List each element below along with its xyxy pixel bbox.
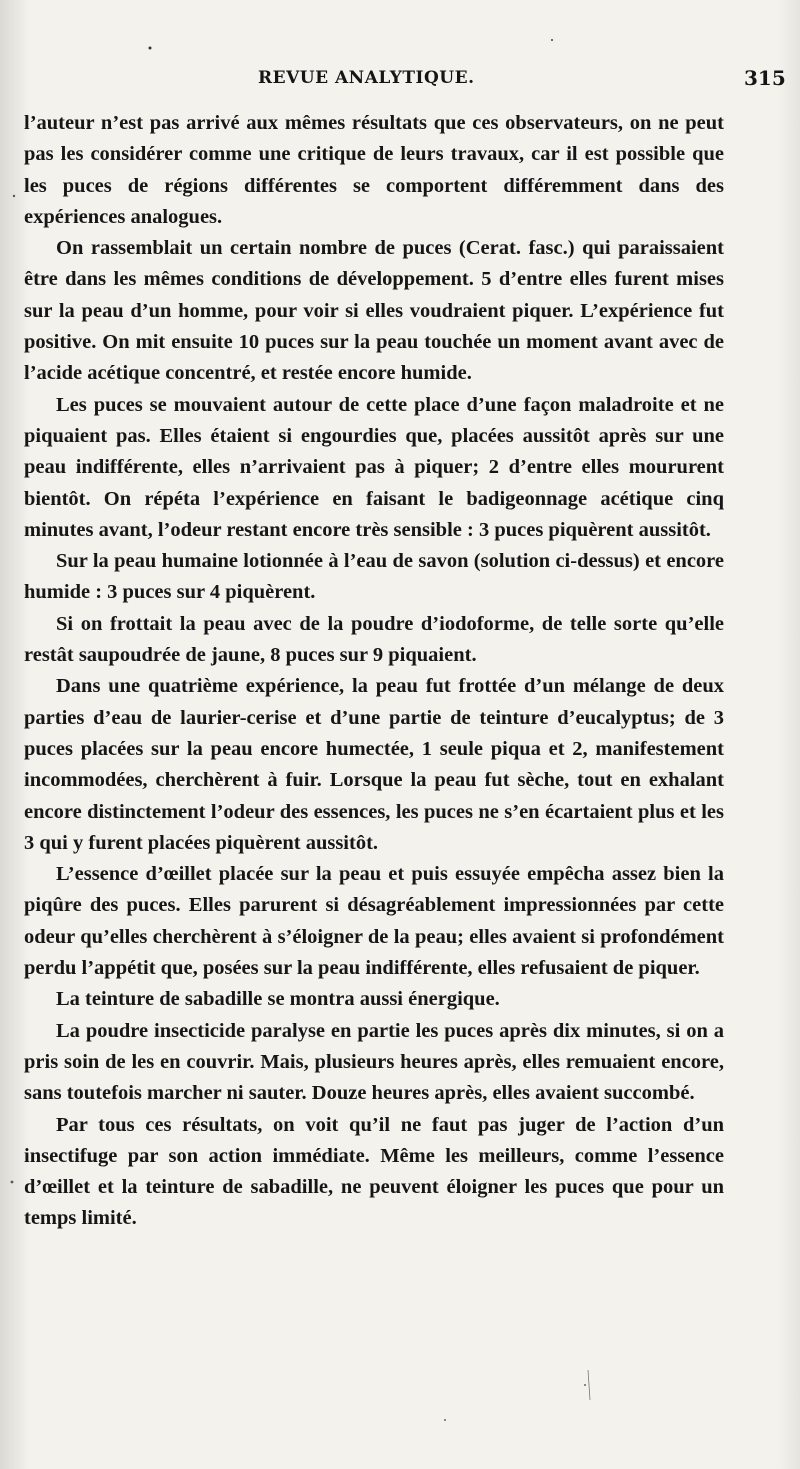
page-number: 315 (744, 66, 786, 90)
paragraph-1: l’auteur n’est pas arrivé aux mêmes résultats que ces observateurs, on ne peut pas les considérer comme une critique de leurs travaux, car il est possible que les puces de régions différentes se comportent différemment dans des expériences analogues. (24, 112, 724, 228)
page-header (0, 66, 800, 98)
paragraph-5: Si on frottait la peau avec de la poudre d’iodoforme, de telle sorte qu’elle restât saupoudrée de jaune, 8 puces sur 9 piquaient. (24, 612, 724, 667)
body-text (24, 108, 724, 1235)
paragraph-8: La teinture de sabadille se montra aussi énergique. (56, 988, 500, 1011)
paragraph-2: On rassemblait un certain nombre de puces (Cerat. fasc.) qui paraissaient être dans les mêmes conditions de développement. 5 d’entre elles furent mises sur la peau d’un homme, pour voir si elles voudraient piquer. L’expérience fut positive. On mit ensuite 10 puces sur la peau touchée un moment avant avec de l’acide acétique concentré, et restée encore humide. (24, 237, 724, 385)
paragraph-7: L’essence d’œillet placée sur la peau et puis essuyée empêcha assez bien la piqûre des puces. Elles parurent si désagréablement impressionnées par cette odeur qu’elles cherchèrent à s’éloigner de la peau; elles avaient si profondément perdu l’appétit que, posées sur la peau indifférente, elles refusaient de piquer. (24, 863, 724, 980)
paragraph-9: La poudre insecticide paralyse en partie les puces après dix minutes, si on a pris soin de les en couvrir. Mais, plusieurs heures après, elles remuaient encore, sans toutefois marcher ni sauter. Douze heures après, elles avaient succombé. (24, 1019, 724, 1105)
running-title: REVUE ANALYTIQUE. (258, 68, 475, 88)
paragraph-4: Sur la peau humaine lotionnée à l’eau de savon (solution ci-dessus) et encore humide : 3 puces sur 4 piquèrent. (24, 550, 724, 604)
paragraph-3: Les puces se mouvaient autour de cette place d’une façon maladroite et ne piquaient pas. Elles étaient si engourdies que, placées aussitôt après sur une peau indifférente, elles n’arrivaient pas à piquer; 2 d’entre elles moururent bientôt. On répéta l’expérience en faisant le badigeonnage acétique cinq minutes avant, l’odeur restant encore très sensible : 3 puces piquèrent aussitôt. (24, 393, 724, 541)
paragraph-6: Dans une quatrième expérience, la peau fut frottée d’un mélange de deux parties d’eau de laurier-cerise et d’une partie de teinture d’eucalyptus; de 3 puces placées sur la peau encore humectée, 1 seule piqua et 2, manifestement incommodées, cherchèrent à fuir. Lorsque la peau fut sèche, tout en exhalant encore distinctement l’odeur des essences, les puces ne s’en écartaient plus et les 3 qui y furent placées piquèrent aussitôt. (24, 675, 724, 854)
paragraph-10: Par tous ces résultats, on voit qu’il ne faut pas juger de l’action d’un insectifuge par son action immédiate. Même les meilleurs, comme l’essence d’œillet et la teinture de sabadille, ne peuvent éloigner les puces que pour un temps limité. (24, 1113, 724, 1230)
